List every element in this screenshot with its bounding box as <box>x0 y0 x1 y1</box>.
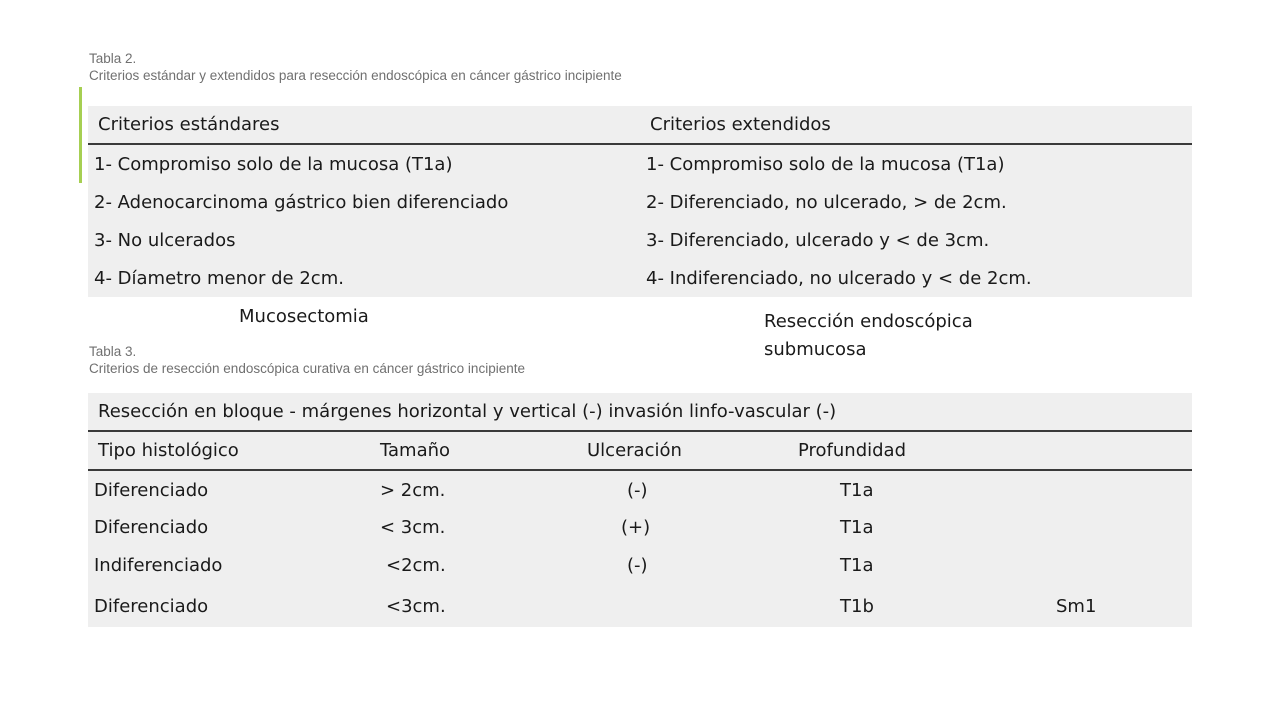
table-row <box>88 509 1192 545</box>
table3-cell: > 2cm. <box>380 479 446 501</box>
table3-cell: (+) <box>621 516 651 538</box>
table3-header-depth: Profundidad <box>798 440 907 461</box>
table2-header-standard: Criterios estándares <box>98 114 280 135</box>
table3-cell: < 3cm. <box>380 516 446 538</box>
note-mucosectomia: Mucosectomia <box>239 306 369 327</box>
table3-banner-row <box>88 393 1192 432</box>
table2-caption-title: Tabla 2. <box>89 51 137 66</box>
table2-caption <box>89 50 622 84</box>
note-submucosa: Resección endoscópica submucosa <box>764 311 973 360</box>
table2-cell: 1- Compromiso solo de la mucosa (T1a) <box>94 153 453 175</box>
table3-cell: Sm1 <box>1056 595 1097 617</box>
table3-cell: Diferenciado <box>94 595 209 617</box>
table3-cell: <3cm. <box>386 595 446 617</box>
table2-cell: 4- Indiferenciado, no ulcerado y < de 2cm. <box>646 267 1032 289</box>
table3-cell: Diferenciado <box>94 479 209 501</box>
table-row <box>88 471 1192 509</box>
table3-caption <box>89 343 525 377</box>
table2-cell: 3- Diferenciado, ulcerado y < de 3cm. <box>646 229 990 251</box>
table3-cell: (-) <box>627 479 648 501</box>
table2-caption-subtitle: Criterios estándar y extendidos para resección endoscópica en cáncer gástrico incipiente <box>89 68 622 83</box>
table3-cell: T1a <box>840 516 874 538</box>
table3-cell: T1b <box>840 595 874 617</box>
table3-cell: Indiferenciado <box>94 554 223 576</box>
table3 <box>88 393 1192 627</box>
table2-cell: 1- Compromiso solo de la mucosa (T1a) <box>646 153 1005 175</box>
table3-cell: (-) <box>627 554 648 576</box>
table-row <box>88 145 1192 183</box>
table-row <box>88 259 1192 297</box>
table-row <box>88 545 1192 585</box>
table3-header-histology: Tipo histológico <box>98 440 239 461</box>
table3-cell: <2cm. <box>386 554 446 576</box>
table2-cell: 2- Diferenciado, no ulcerado, > de 2cm. <box>646 191 1007 213</box>
table3-banner: Resección en bloque - márgenes horizontal y vertical (-) invasión linfo-vascular (-) <box>98 401 837 422</box>
table-row <box>88 221 1192 259</box>
table3-caption-title: Tabla 3. <box>89 344 137 359</box>
table-row <box>88 585 1192 627</box>
table2-cell: 4- Díametro menor de 2cm. <box>94 267 344 289</box>
table3-caption-subtitle: Criterios de resección endoscópica curativa en cáncer gástrico incipiente <box>89 361 525 376</box>
table2-cell: 2- Adenocarcinoma gástrico bien diferenciado <box>94 191 509 213</box>
table2-header-extended: Criterios extendidos <box>650 114 831 135</box>
accent-bar <box>79 87 82 183</box>
table3-cell: T1a <box>840 479 874 501</box>
table2-cell: 3- No ulcerados <box>94 229 236 251</box>
table2-header-row <box>88 106 1192 145</box>
table3-cell: Diferenciado <box>94 516 209 538</box>
table3-cell: T1a <box>840 554 874 576</box>
table3-header-size: Tamaño <box>380 440 451 461</box>
table3-header-row <box>88 432 1192 471</box>
table3-header-ulceration: Ulceración <box>587 440 682 461</box>
table2 <box>88 106 1192 297</box>
table-row <box>88 183 1192 221</box>
